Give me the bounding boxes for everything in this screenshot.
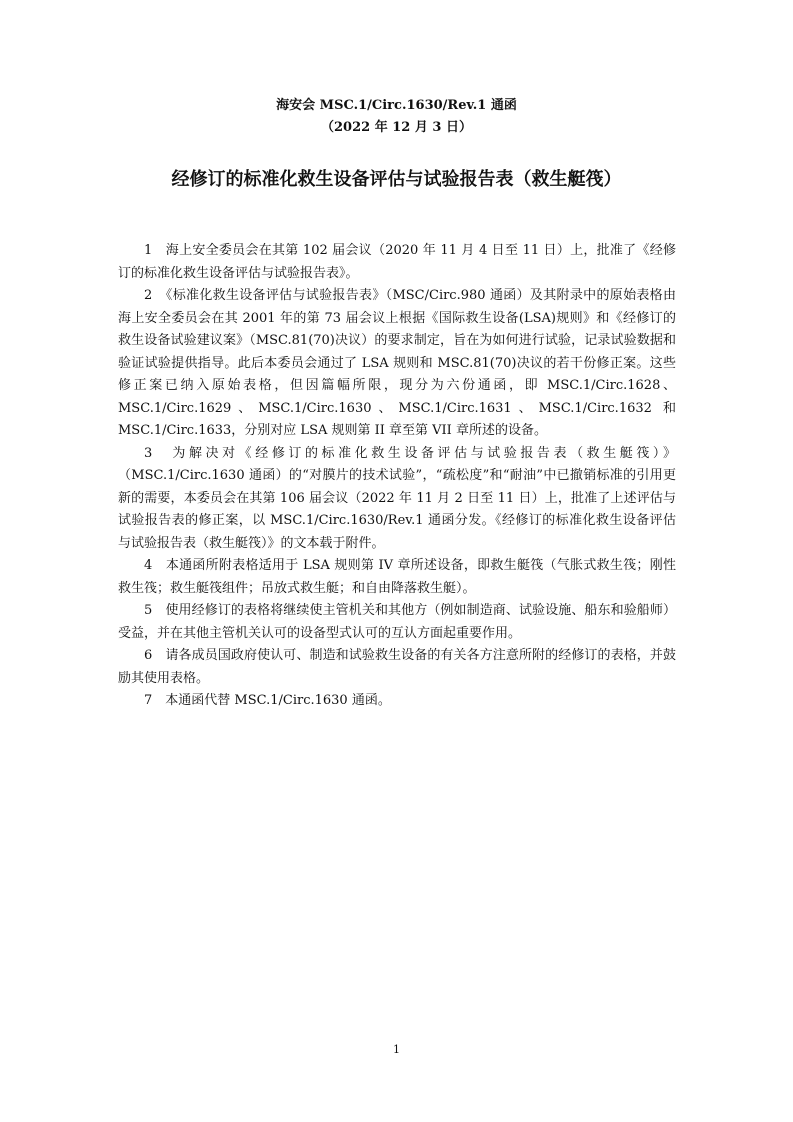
paragraph-3: 3 为解决对《经修订的标准化救生设备评估与试验报告表（救生艇筏）》（MSC.1/Circ.1630 通函）的“对膜片的技术试验”，“疏松度”和“耐油”中已撤销标准的引用更新的需要，本委员会在其第 106 届会议（2022 年 11 月 2 日至 11 日）上，批准了上述评估与试验报告表的修正案，以 MSC.1/Circ.1630/Rev.1 通函分发。《经修订的标准化救生设备评估与试验报告表（救生艇筏）》的文本载于附件。 (118, 445, 676, 551)
paragraph-6: 6 请各成员国政府使认可、制造和试验救生设备的有关各方注意所附的经修订的表格，并鼓励其使用表格。 (118, 648, 676, 686)
document-title: 经修订的标准化救生设备评估与试验报告表（救生艇筏） (171, 169, 622, 190)
paragraph-1: 1 海上安全委员会在其第 102 届会议（2020 年 11 月 4 日至 11 日）上，批准了《经修订的标准化救生设备评估与试验报告表》。 (118, 243, 676, 281)
paragraph-7: 7 本通函代替 MSC.1/Circ.1630 通函。 (144, 693, 391, 708)
document-body (118, 240, 676, 713)
page-number: 1 (393, 1043, 400, 1056)
circular-date: （2022 年 12 月 3 日） (321, 120, 472, 135)
paragraph-5: 5 使用经修订的表格将继续使主管机关和其他方（例如制造商、试验设施、船东和验船师）受益，并在其他主管机关认可的设备型式认可的互认方面起重要作用。 (118, 603, 676, 641)
paragraph-2: 2 《标准化救生设备评估与试验报告表》（MSC/Circ.980 通函）及其附录中的原始表格由海上安全委员会在其 2001 年的第 73 届会议上根据《国际救生设备(LSA)规则》和《经修订的救生设备试验建议案》（MSC.81(70)决议）的要求制定，旨在为如何进行试验，记录试验数据和验证试验提供指导。此后本委员会通过了 LSA 规则和 MSC.81(70)决议的若干份修正案。这些修正案已纳入原始表格，但因篇幅所限，现分为六份通函，即 MSC.1/Circ.1628、MSC.1/Circ.1629、MSC.1/Circ.1630、MSC.1/Circ.1631、MSC.1/Circ.1632 和 MSC.1/Circ.1633，分别对应 LSA 规则第 II 章至第 VII 章所述的设备。 (118, 288, 676, 438)
circular-reference: 海安会 MSC.1/Circ.1630/Rev.1 通函 (276, 98, 517, 113)
paragraph-4: 4 本通函所附表格适用于 LSA 规则第 IV 章所述设备，即救生艇筏（气胀式救生筏；刚性救生筏；救生艇筏组件；吊放式救生艇；和自由降落救生艇）。 (118, 558, 676, 596)
